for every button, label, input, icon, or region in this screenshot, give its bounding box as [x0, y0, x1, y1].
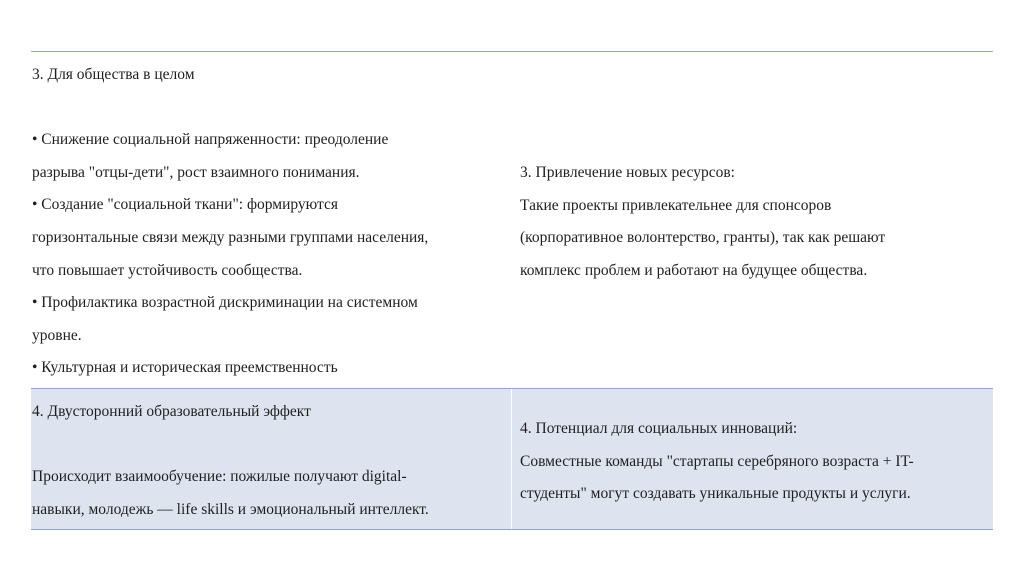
cell-line: горизонтальные связи между разными группами населения, [32, 228, 429, 246]
cell-line: студенты" могут создавать уникальные продукты и услуги. [520, 485, 911, 503]
cell-line: • Культурная и историческая преемственность [32, 359, 338, 377]
cell-line: • Снижение социальной напряженности: преодоление [32, 131, 389, 149]
cell-new-resources [520, 157, 885, 287]
cell-line: навыки, молодежь — life skills и эмоциональный интеллект. [32, 500, 429, 518]
column-divider [511, 389, 512, 529]
cell-social-innovation [520, 413, 914, 511]
spacer [32, 92, 428, 125]
cell-line: Совместные команды "стартапы серебряного возраста + IT- [520, 452, 914, 470]
spacer [32, 429, 429, 462]
cell-line: что повышает устойчивость сообщества. [32, 261, 303, 279]
cell-line: Происходит взаимообучение: пожилые получают digital- [32, 468, 407, 486]
cell-heading: 3. Привлечение новых ресурсов: [520, 164, 735, 181]
cell-line: • Профилактика возрастной дискриминации на системном [32, 294, 418, 312]
cell-line: Такие проекты привлекательнее для спонсоров [520, 196, 832, 214]
cell-line: уровне. [32, 326, 82, 344]
cell-education-effect [32, 396, 429, 526]
cell-line: • Создание "социальной ткани": формируются [32, 196, 339, 214]
cell-line: разрыва "отцы-дети", рост взаимного понимания. [32, 163, 360, 181]
cell-line: комплекс проблем и работают на будущее общества. [520, 261, 868, 279]
table-bottom-border [31, 529, 993, 530]
cell-line: (корпоративное волонтерство, гранты), так как решают [520, 229, 886, 247]
cell-society-benefits [32, 59, 428, 385]
cell-heading: 4. Двусторонний образовательный эффект [32, 403, 311, 420]
cell-heading: 3. Для общества в целом [32, 66, 195, 83]
cell-heading: 4. Потенциал для социальных инноваций: [520, 420, 798, 437]
